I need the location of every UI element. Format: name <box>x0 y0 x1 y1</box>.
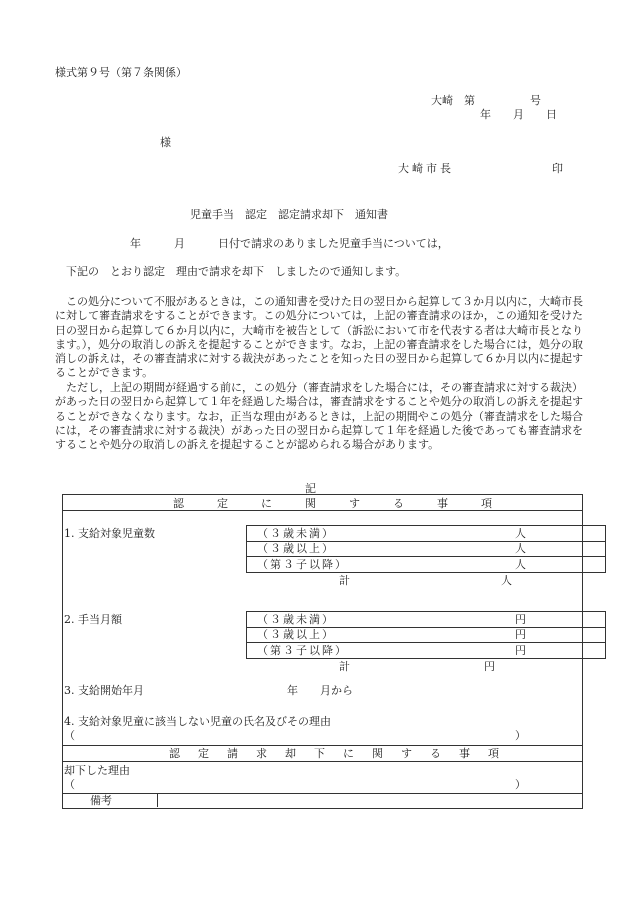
table-row <box>246 611 606 628</box>
divider <box>62 745 582 746</box>
ki-heading: 記 <box>305 482 316 495</box>
remarks-label: 備考 <box>90 794 112 807</box>
item2-label: 2. 手当月額 <box>64 613 122 626</box>
row-unit: 人 <box>515 558 526 571</box>
section-header-char: 項 <box>481 497 492 510</box>
rejection-close-paren: ） <box>515 778 526 791</box>
intro-line-2: 下記の とおり認定 理由で請求を却下 しましたので通知します。 <box>66 265 407 278</box>
section-header-char: 定 <box>217 497 228 510</box>
appeal-notice-paragraph-2: ただし，上記の期間が経過する前に，この処分（審査請求をした場合には，その審査請求に対する裁決）があった日の翌日から起算して１年を経過した場合は，審査請求をすることや処分の取消しの訴えを提起することができなくなります。なお，正当な理由があるときは，上記の期間やこの処分（審査請求をした場合には，その審査請求に対する裁決）があった日の翌日から起算して１年を経過した後であっても審査請求をすることや処分の取消しの訴えを提起することが認められる場合があります。 <box>55 381 583 452</box>
section-header-char: に <box>343 747 354 760</box>
table-row <box>246 627 606 643</box>
row-unit: 人 <box>515 527 526 540</box>
total-unit: 円 <box>484 660 495 673</box>
section-header-char: 項 <box>488 747 499 760</box>
item1-label: 1. 支給対象児童数 <box>64 527 155 540</box>
item3-label: 3. 支給開始年月 <box>64 684 144 697</box>
issue-date: 年 月 日 <box>480 108 557 121</box>
item4-open-paren: （ <box>64 729 75 742</box>
table-row <box>246 541 606 557</box>
section-header-char: 事 <box>459 747 470 760</box>
table-row <box>246 557 606 573</box>
table-row <box>246 643 606 659</box>
section-header-char: す <box>401 747 412 760</box>
section-header-char: 認 <box>173 497 184 510</box>
section-header-char: る <box>430 747 441 760</box>
row-label: （第３子以降） <box>257 644 348 657</box>
item4-label: 4. 支給対象児童に該当しない児童の氏名及びその理由 <box>64 715 331 728</box>
section-header-char: 下 <box>314 747 325 760</box>
divider <box>62 761 582 762</box>
row-unit: 人 <box>515 542 526 555</box>
total-label: 計 <box>339 574 350 587</box>
section-header-char: す <box>349 497 360 510</box>
section-header-char: 関 <box>372 747 383 760</box>
divider <box>62 510 582 511</box>
section-header-char: 却 <box>285 747 296 760</box>
row-label: （３歳以上） <box>257 542 335 555</box>
section-header-char: 関 <box>305 497 316 510</box>
section-header-char: 定 <box>198 747 209 760</box>
row-unit: 円 <box>515 628 526 641</box>
issuer-name: 大崎市長 <box>398 162 454 175</box>
table-row <box>246 525 606 542</box>
row-label: （第３子以降） <box>257 558 348 571</box>
seal-mark: 印 <box>552 162 563 175</box>
rejection-reason-label: 却下した理由 <box>64 764 130 777</box>
addressee-suffix: 様 <box>160 136 171 149</box>
divider <box>157 793 158 807</box>
appeal-notice-paragraph-1: この処分について不服があるときは，この通知書を受けた日の翌日から起算して３か月以内に，大崎市長に対して審査請求をすることができます。この処分については，上記の審査請求のほか，この通知を受けた日の翌日から起算して６か月以内に，大崎市を被告として（訴訟において市を代表する者は大崎市長となります。），処分の取消しの訴えを提起することができます。なお，上記の審査請求をした場合には，処分の取消しの訴えは，その審査請求に対する裁決があったことを知った日の翌日から起算して６か月以内に提起することができます。 <box>55 295 583 380</box>
row-label: （３歳未満） <box>257 527 335 540</box>
section-header-char: 請 <box>227 747 238 760</box>
total-label: 計 <box>339 660 350 673</box>
intro-line-1: 年 月 日付で請求のありました児童手当については， <box>130 237 449 250</box>
rejection-open-paren: （ <box>64 778 75 791</box>
row-label: （３歳未満） <box>257 613 335 626</box>
section-header-char: 事 <box>437 497 448 510</box>
section-header-char: 求 <box>256 747 267 760</box>
section-header-char: 認 <box>169 747 180 760</box>
section-header-char: る <box>393 497 404 510</box>
document-title: 児童手当 認定 認定請求却下 通知書 <box>190 208 388 221</box>
form-number: 様式第９号（第７条関係） <box>55 66 187 79</box>
city-reference-number: 大崎 第 号 <box>431 94 541 107</box>
divider <box>62 793 582 794</box>
section-header-char: に <box>261 497 272 510</box>
row-label: （３歳以上） <box>257 628 335 641</box>
item3-start-month: 年 月から <box>287 684 353 697</box>
row-unit: 円 <box>515 613 526 626</box>
item4-close-paren: ） <box>515 729 526 742</box>
total-unit: 人 <box>501 574 512 587</box>
row-unit: 円 <box>515 644 526 657</box>
